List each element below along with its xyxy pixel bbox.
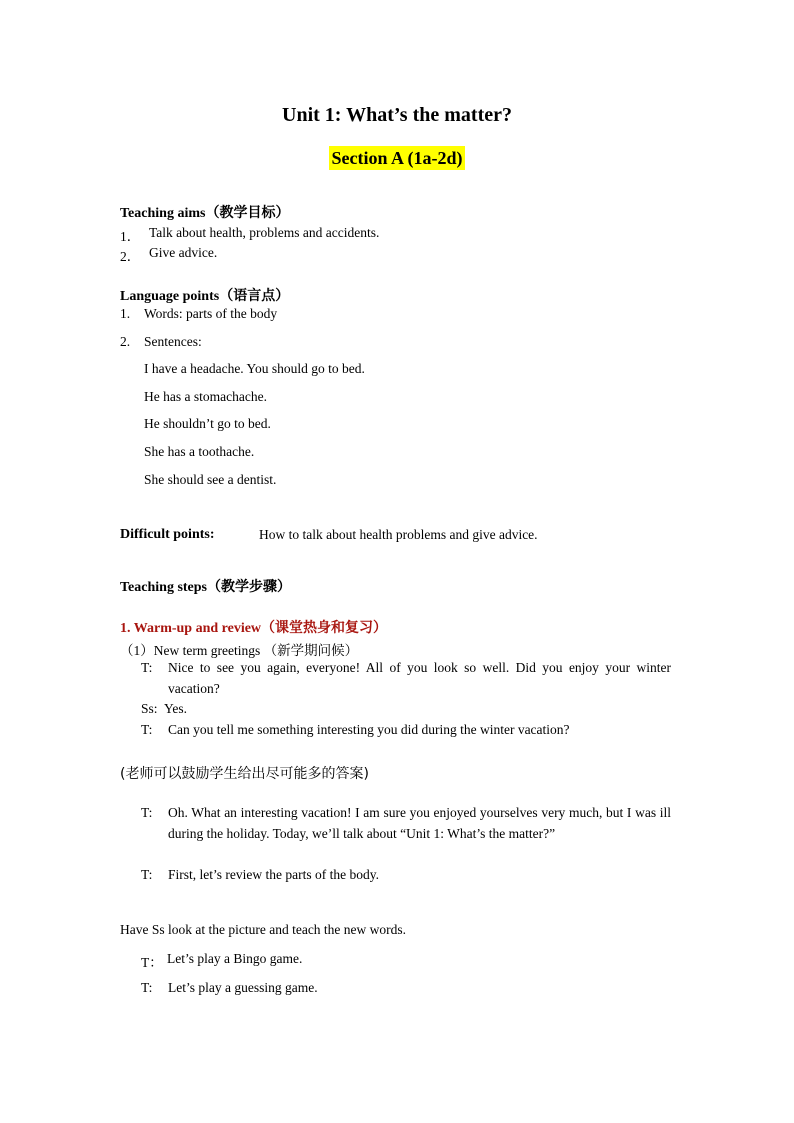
aims-item-2: Give advice. [149,245,218,260]
instruction-text: Have Ss look at the picture and teach the new words. [120,922,407,937]
dialog-speaker: T: [141,660,153,675]
difficult-text: How to talk about health problems and give advice. [259,527,538,542]
dialog-line: Let’s play a Bingo game. [167,951,303,966]
dialog-line: Can you tell me something interesting you did during the winter vacation? [168,722,570,737]
dialog-speaker: T: [141,867,153,882]
sentence-4: She has a toothache. [144,444,255,459]
dialog-speaker: Ss: [141,701,158,716]
language-item-2-num: 2. [120,334,131,349]
dialog-line: Oh. What an interesting vacation! I am sure you enjoyed yourselves very much, but I was ill during the holiday. Today, we’ll talk about “Unit 1: What’s the matter?” [168,805,671,841]
aims-item-2-num: 2． [120,249,141,264]
dialog-speaker: T: [141,805,153,820]
dialog-speaker: T: [141,980,153,995]
aims-heading: Teaching aims（教学目标） [120,206,290,221]
sentence-3: He shouldn’t go to bed. [144,416,271,431]
document-title: Unit 1: What’s the matter? [282,104,512,126]
aims-item-1: Talk about health, problems and accidents. [149,225,380,240]
steps-heading: Teaching steps（教学步骤） [120,580,292,595]
dialog-line: Yes. [164,701,188,716]
dialog-line: Nice to see you again, everyone! All of you look so well. Did you enjoy your winter vacation? [168,660,671,696]
language-item-2: Sentences: [144,334,202,349]
dialog-speaker: T: [141,722,153,737]
sentence-1: I have a headache. You should go to bed. [144,361,365,376]
section-heading [0,148,794,169]
dialog-line: Let’s play a guessing game. [168,980,318,995]
sentence-5: She should see a dentist. [144,472,277,487]
dialog-speaker: T： [141,955,163,970]
language-item-1: Words: parts of the body [144,306,278,321]
sentence-2: He has a stomachache. [144,389,267,404]
aims-item-1-num: 1． [120,229,141,244]
language-heading: Language points（语言点） [120,289,290,304]
teacher-note: (老师可以鼓励学生给出尽可能多的答案) [120,766,369,782]
subsection-greetings: （1）New term greetings （新学期问候） [120,643,359,658]
dialog-line: First, let’s review the parts of the body. [168,867,379,882]
language-item-1-num: 1. [120,306,131,321]
section-label: Section A (1a-2d) [331,148,463,168]
warmup-heading: 1. Warm-up and review（课堂热身和复习） [120,621,388,636]
difficult-label: Difficult points: [120,527,215,542]
